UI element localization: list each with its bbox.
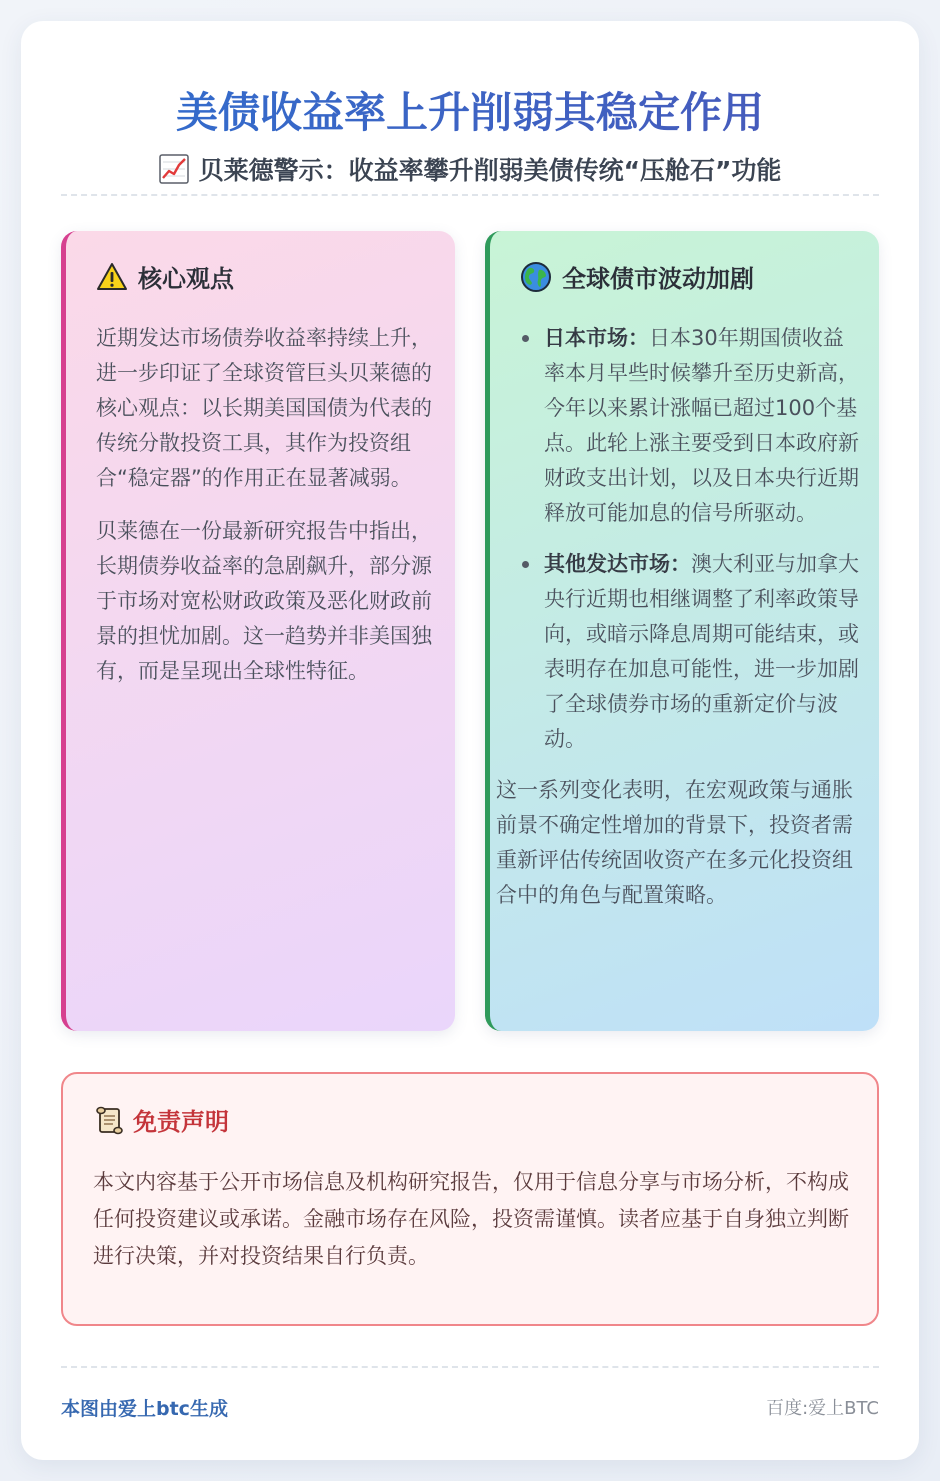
core-view-body	[96, 321, 436, 707]
scroll-icon	[93, 1104, 125, 1136]
page-title: 美债收益率上升削弱其稳定作用	[21, 85, 919, 141]
market-text-japan: 日本30年期国债收益率本月早些时候攀升至历史新高，今年以来累计涨幅已超过100个基点。此轮上涨主要受到日本政府新财政支出计划，以及日本央行近期释放可能加息的信号所驱动。	[544, 326, 859, 525]
market-label-other: 其他发达市场：	[544, 552, 691, 576]
bullet-dot	[522, 561, 529, 568]
chart-increasing-icon	[159, 154, 189, 184]
footer-divider	[61, 1366, 879, 1368]
global-bonds-heading-text: 全球债市波动加剧	[562, 265, 754, 293]
disclaimer-heading-text: 免责声明	[133, 1108, 229, 1136]
footer-credit: 本图由爱上btc生成	[61, 1398, 228, 1420]
global-bonds-conclusion: 这一系列变化表明，在宏观政策与通胀前景不确定性增加的背景下，投资者需重新评估传统固收资产在多元化投资组合中的角色与配置策略。	[496, 778, 853, 907]
list-item	[520, 321, 860, 531]
article-card	[21, 21, 919, 1460]
globe-icon	[520, 261, 552, 293]
core-view-paragraph-1: 近期发达市场债券收益率持续上升，进一步印证了全球资管巨头贝莱德的核心观点：以长期美国国债为代表的传统分散投资工具，其作为投资组合“稳定器”的作用正在显著减弱。	[96, 326, 432, 490]
market-list	[520, 321, 860, 757]
header-divider	[61, 194, 879, 196]
market-text-other: 澳大利亚与加拿大央行近期也相继调整了利率政策导向，或暗示降息周期可能结束，或表明存在加息可能性，进一步加剧了全球债券市场的重新定价与波动。	[544, 552, 859, 751]
core-view-paragraph-2: 贝莱德在一份最新研究报告中指出，长期债券收益率的急剧飙升，部分源于市场对宽松财政政策及恶化财政前景的担忧加剧。这一趋势并非美国独有，而是呈现出全球性特征。	[96, 519, 432, 683]
core-view-heading	[96, 261, 234, 297]
bullet-dot	[522, 335, 529, 342]
list-item	[520, 547, 860, 757]
core-view-card	[61, 231, 455, 1031]
subtitle-text: 贝莱德警示：收益率攀升削弱美债传统“压舱石”功能	[198, 156, 782, 185]
global-bonds-body	[496, 321, 860, 931]
disclaimer-text: 本文内容基于公开市场信息及机构研究报告，仅用于信息分享与市场分析，不构成任何投资建议或承诺。金融市场存在风险，投资需谨慎。读者应基于自身独立判断进行决策，并对投资结果自行负责。	[93, 1170, 849, 1268]
disclaimer-heading	[93, 1104, 229, 1140]
core-view-heading-text: 核心观点	[138, 265, 234, 293]
page-subtitle	[21, 153, 919, 189]
market-label-japan: 日本市场：	[544, 326, 649, 350]
warning-icon	[96, 261, 128, 293]
global-bonds-heading	[520, 261, 754, 297]
footer-source: 百度:爱上BTC	[766, 1398, 879, 1419]
disclaimer-box	[61, 1072, 879, 1326]
global-bonds-card	[485, 231, 879, 1031]
